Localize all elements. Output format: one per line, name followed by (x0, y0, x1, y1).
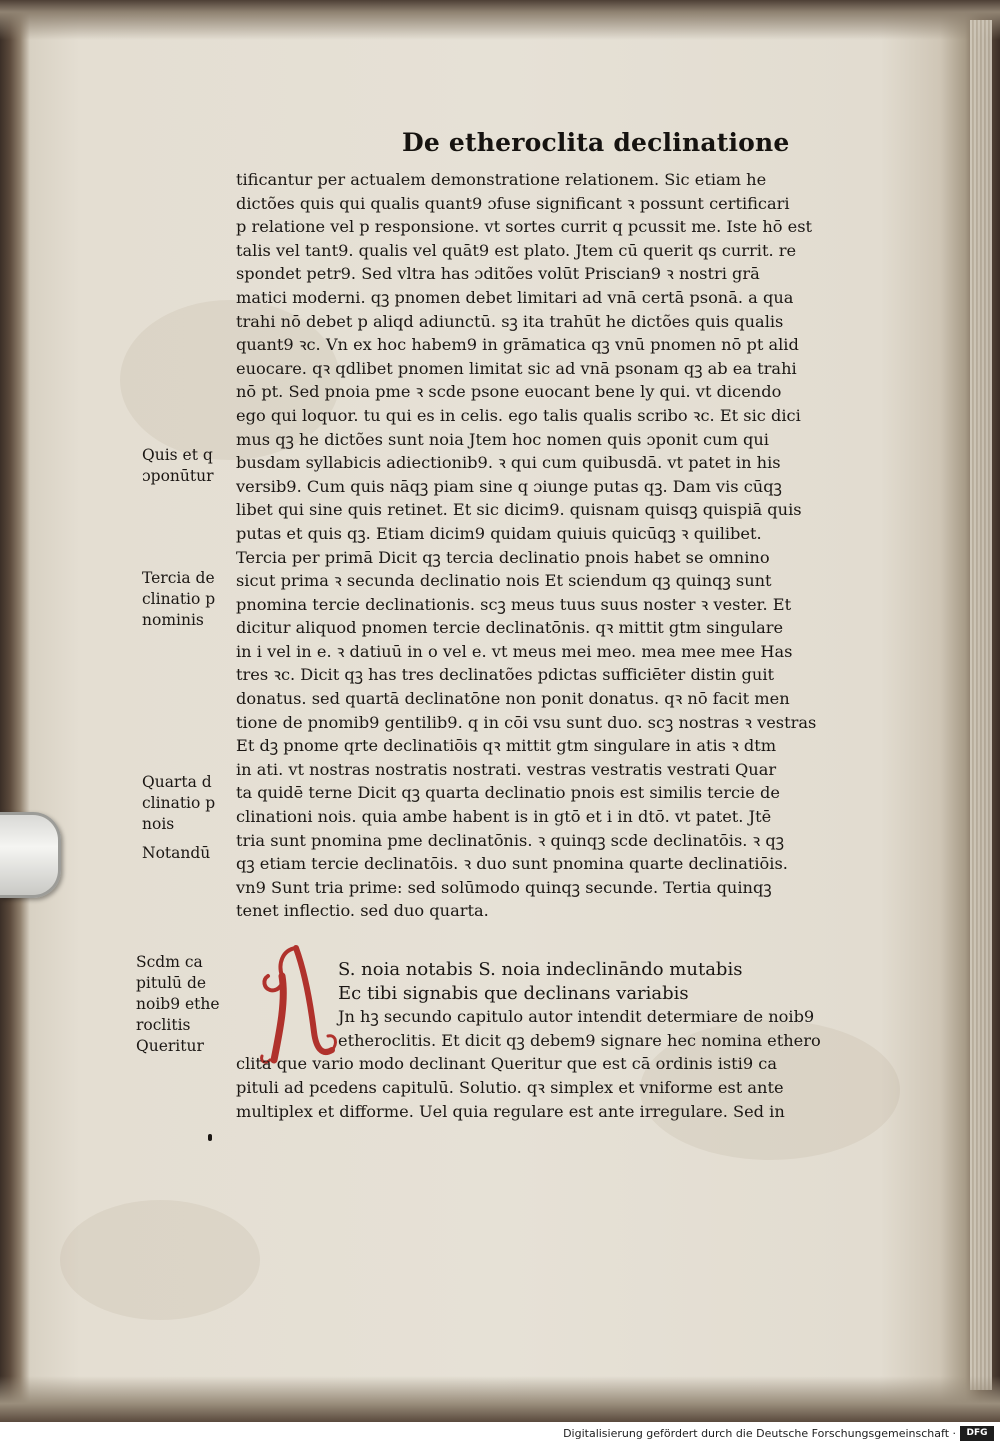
text-line: quant9 ꝛc. Vn ex hoc habem9 in grāmatica qꝫ vnū pnomen nō pt alid (236, 335, 799, 355)
verse-line: Ec tibi signabis que declinans variabis (338, 982, 689, 1004)
paper-stain (60, 1200, 260, 1320)
text-line: p relatione vel p responsione. vt sortes currit q pcussit me. Iste hō est (236, 217, 813, 237)
text-line: vn9 Sunt tria prime: sed solūmodo quinqꝫ secunde. Tertia quinqꝫ (236, 877, 772, 897)
text-line: tria sunt pnomina pme declinatōnis. ꝛ quinqꝫ scde declinatōis. ꝛ qꝫ (236, 830, 785, 850)
binding-top-shadow (0, 0, 1000, 40)
verse-line: S. noia notabis S. noia indeclināndo mutabis (338, 959, 743, 980)
margin-note-line: pitulū de (136, 974, 207, 992)
margin-note-line: Quis et q (142, 446, 213, 464)
page-edges (970, 20, 992, 1390)
text-line: trahi nō debet p aliqd adiunctū. sꝫ ita trahūt he dictões quis qualis (236, 311, 784, 331)
text-line: in i vel in e. ꝛ datiuū in o vel e. vt meus mei meo. mea mee mee Has (236, 641, 793, 661)
text-line: mus qꝫ he dictões sunt noia Jtem hoc nomen quis ɔponit cum qui (236, 429, 769, 449)
text-line: Et dꝫ pnome qrte declinatiōis qꝛ mittit gtm singulare in atis ꝛ dtm (236, 736, 777, 756)
text-line: Tercia per primā Dicit qꝫ tercia declinatio pnois habet se omnino (236, 547, 770, 567)
margin-note-line: Tercia de (142, 569, 215, 587)
dfg-logo: DFG (960, 1426, 994, 1441)
text-line: euocare. qꝛ qdlibet pnomen limitat sic ad vnā psonam qꝫ ab ea trahi (236, 358, 797, 378)
page-heading: De etheroclita declinatione (402, 128, 790, 157)
margin-note-tercia (142, 568, 252, 631)
margin-note-line: clinatio p (142, 794, 216, 812)
text-line: putas et quis qꝫ. Etiam dicim9 quidam quiuis quicūqꝫ ꝛ quilibet. (236, 523, 762, 543)
margin-note-quarta (142, 772, 252, 835)
text-line: talis vel tant9. qualis vel quāt9 est plato. Jtem cū querit qs currit. re (236, 240, 797, 260)
margin-note-line: nominis (142, 611, 204, 629)
margin-note-line: noib9 ethe (136, 995, 220, 1013)
margin-note-line: nois (142, 815, 175, 833)
ink-mark (208, 1134, 212, 1141)
margin-note-line: roclitis (136, 1016, 191, 1034)
margin-note-line: Queritur (136, 1037, 204, 1055)
margin-note-secundum-capitulum (136, 952, 246, 1057)
text-line: dictões quis qui qualis quant9 ɔfuse significant ꝛ possunt certificari (236, 193, 790, 213)
margin-note-line: ɔponūtur (142, 467, 214, 485)
text-line: busdam syllabicis adiectionib9. ꝛ qui cum quibusdā. vt patet in his (236, 453, 781, 473)
text-line: ta quidē terne Dicit qꝫ quarta declinatio pnois est similis tercie de (236, 783, 780, 803)
text-line: pnomina tercie declinationis. scꝫ meus tuus suus noster ꝛ vester. Et (236, 594, 792, 614)
text-line: tres ꝛc. Dicit qꝫ has tres declinatões pdictas sufficiēter distin guit (236, 665, 775, 685)
text-line: qꝫ etiam tercie declinatōis. ꝛ duo sunt pnomina quarte declinatiōis. (236, 854, 788, 874)
text-line: multiplex et difforme. Uel quia regulare est ante irregulare. Sed in (236, 1101, 785, 1121)
binding-bottom-shadow (0, 1376, 1000, 1422)
margin-note-line: Notandū (142, 844, 211, 862)
footer-credit: Digitalisierung gefördert durch die Deutsche Forschungsgemeinschaft · (563, 1427, 956, 1440)
text-line: pituli ad pcedens capitulū. Solutio. qꝛ simplex et vniforme est ante (236, 1077, 784, 1097)
text-line: tificantur per actualem demonstratione relationem. Sic etiam he (236, 170, 767, 189)
main-text-block (236, 168, 886, 923)
text-line: tione de pnomib9 gentilib9. q in cōi vsu sunt duo. scꝫ nostras ꝛ vestras (236, 712, 817, 732)
margin-note-notandum (142, 843, 252, 864)
text-line: nō pt. Sed pnoia pme ꝛ scde psone euocant bene ly qui. vt dicendo (236, 382, 782, 402)
text-line: clinationi nois. quia ambe habent is in gtō et i in dtō. vt patet. Jtē (236, 807, 772, 827)
text-line: etheroclitis. Et dicit qꝫ debem9 signare hec nomina ethero (338, 1030, 821, 1050)
section-text-block (236, 958, 886, 1123)
text-line: sicut prima ꝛ secunda declinatio nois Et sciendum qꝫ quinqꝫ sunt (236, 571, 772, 591)
text-line: clita que vario modo declinant Queritur que est cā ordinis isti9 ca (236, 1054, 778, 1074)
margin-note-line: Scdm ca (136, 953, 203, 971)
text-line: libet qui sine quis retinet. Et sic dicim9. quisnam quisqꝫ quispiā quis (236, 500, 802, 520)
margin-note-line: clinatio p (142, 590, 216, 608)
text-line: spondet petr9. Sed vltra has ɔditões volūt Priscian9 ꝛ nostri grā (236, 264, 760, 284)
text-line: donatus. sed quartā declinatōne non ponit donatus. qꝛ nō facit men (236, 689, 790, 709)
margin-note-line: Quarta d (142, 773, 212, 791)
text-line: Jn hꝫ secundo capitulo autor intendit determiare de noib9 (338, 1007, 815, 1027)
margin-note-quis (142, 445, 252, 487)
book-clasp (0, 812, 61, 898)
text-line: dicitur aliquod pnomen tercie declinatōnis. qꝛ mittit gtm singulare (236, 618, 784, 638)
text-line: in ati. vt nostras nostratis nostrati. vestras vestratis vestrati Quar (236, 759, 777, 779)
text-line: matici moderni. qꝫ pnomen debet limitari ad vnā certā psonā. a qua (236, 287, 794, 307)
text-line: tenet inflectio. sed duo quarta. (236, 901, 489, 921)
text-line: ego qui loquor. tu qui es in celis. ego talis qualis scribo ꝛc. Et sic dici (236, 405, 801, 425)
text-line: versib9. Cum quis nāqꝫ piam sine q ɔiunge putas qꝫ. Dam vis cūqꝫ (236, 476, 782, 496)
digitization-footer (0, 1422, 1000, 1446)
